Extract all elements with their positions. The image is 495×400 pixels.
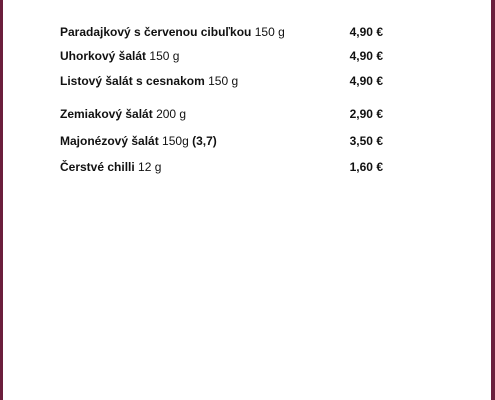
menu-item-name: Majonézový šalát — [60, 134, 159, 148]
menu-item — [60, 24, 390, 40]
menu-item — [60, 73, 390, 89]
menu-item-label — [60, 106, 186, 122]
menu-item-price: 4,90 € — [349, 49, 383, 63]
menu-item-quantity: 150 g — [149, 49, 180, 63]
menu-item-allergens: (3,7) — [192, 134, 217, 148]
menu-item-quantity: 150g — [162, 134, 189, 148]
menu-item-quantity: 200 g — [156, 107, 187, 121]
page-border-left — [0, 0, 3, 400]
menu-item-price: 4,90 € — [349, 25, 383, 39]
menu-item-label — [60, 73, 238, 89]
menu-item-quantity: 150 g — [254, 25, 285, 39]
menu-item-price: 3,50 € — [349, 134, 383, 148]
page-border-right — [491, 0, 495, 400]
menu-item-label — [60, 48, 179, 64]
menu-item — [60, 106, 390, 122]
menu-item-name: Čerstvé chilli — [60, 160, 135, 174]
menu-item-name: Listový šalát s cesnakom — [60, 74, 205, 88]
menu-item-price: 4,90 € — [349, 74, 383, 88]
menu-item-label — [60, 133, 217, 149]
menu-item-quantity: 150 g — [208, 74, 239, 88]
menu-item-name: Zemiakový šalát — [60, 107, 153, 121]
menu-item-quantity: 12 g — [138, 160, 162, 174]
menu-item-label — [60, 159, 161, 175]
menu-item — [60, 133, 390, 149]
menu-item-label — [60, 24, 285, 40]
menu-item-price: 2,90 € — [349, 107, 383, 121]
menu-item-price: 1,60 € — [349, 160, 383, 174]
menu-item-name: Uhorkový šalát — [60, 49, 147, 63]
menu-item-name: Paradajkový s červenou cibuľkou — [60, 25, 252, 39]
menu-item — [60, 159, 390, 175]
menu-item — [60, 48, 390, 64]
